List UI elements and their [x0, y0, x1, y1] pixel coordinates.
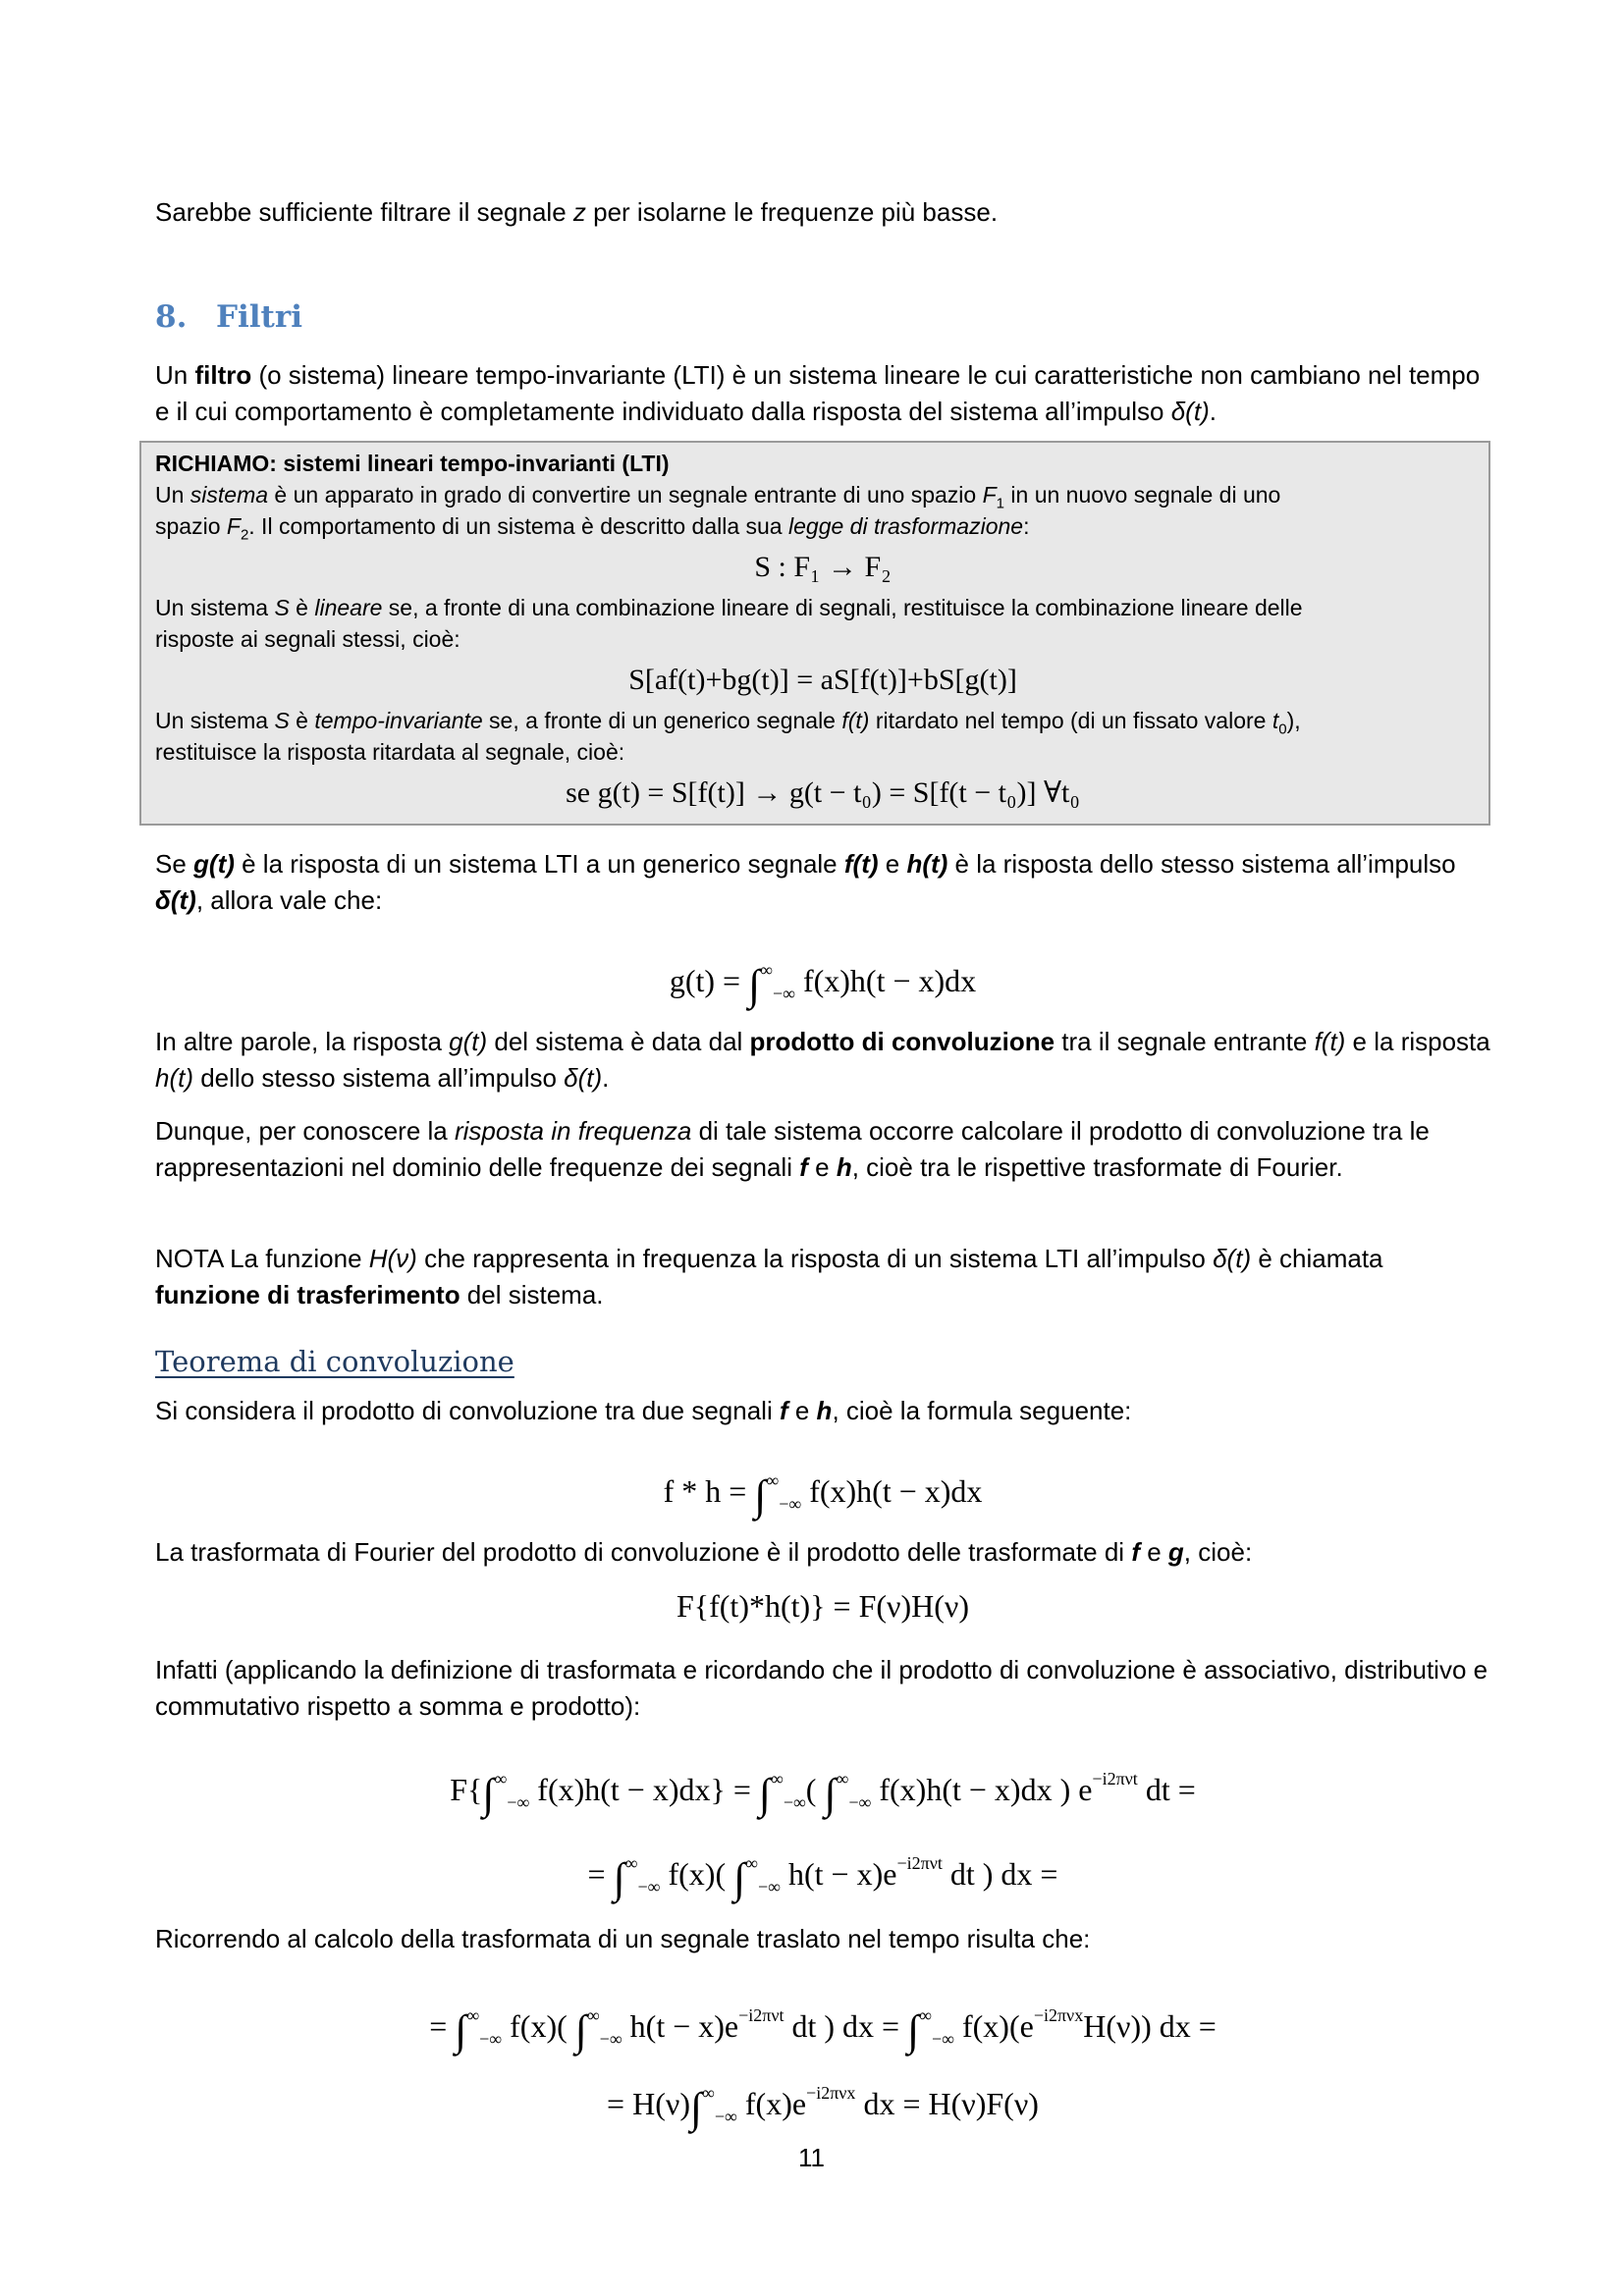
text: δ(t) — [564, 1063, 603, 1093]
text: −∞ — [479, 2029, 503, 2049]
equation-fourier-product: F{f(t)*h(t)} = F(ν)H(ν) — [676, 1588, 970, 1624]
equation-derivation-2 — [155, 1843, 1490, 1906]
text: f — [799, 1152, 808, 1182]
intro-text: Sarebbe sufficiente filtrare il segnale — [155, 197, 573, 227]
text: f(t) — [843, 849, 879, 879]
text: −i2πνt — [896, 1853, 943, 1873]
text: −i2πνx — [806, 2083, 856, 2103]
text: dello stesso sistema all’impulso — [193, 1063, 565, 1093]
text: Un sistema — [155, 595, 275, 620]
equation-linearity: S[af(t)+bg(t)] = aS[f(t)]+bS[g(t)] — [628, 664, 1017, 696]
text: −∞ — [637, 1877, 661, 1896]
words-paragraph — [155, 1024, 1490, 1096]
text: ∞ — [494, 1769, 508, 1789]
text: ∫ — [574, 2006, 587, 2055]
text: ∫ — [455, 2006, 467, 2055]
text: t — [1271, 708, 1279, 733]
text: è la risposta di un sistema LTI a un generico segnale — [234, 849, 844, 879]
text: h(t − x)e — [781, 1856, 897, 1892]
text: f(x)( — [660, 1856, 734, 1892]
text: S — [274, 708, 290, 733]
text: g — [1167, 1537, 1184, 1567]
text: ∞ — [624, 1853, 638, 1873]
text: −∞ — [714, 2107, 737, 2126]
text: f(x)h(t − x)dx ) e — [871, 1772, 1093, 1807]
text: Un — [155, 482, 190, 507]
text: δ(t) — [1213, 1244, 1252, 1273]
section-heading — [155, 299, 302, 335]
text: dt = — [1137, 1772, 1196, 1807]
text: sistema — [189, 482, 269, 507]
text: f — [1131, 1537, 1140, 1567]
recall-line-2 — [155, 510, 1481, 552]
intro-var-z: z — [572, 197, 586, 227]
text: e — [878, 849, 907, 879]
text: Si considera il prodotto di convoluzione tra due segnali — [155, 1396, 780, 1425]
text: , cioè tra le rispettive trasformate di Fourier. — [851, 1152, 1343, 1182]
text: = — [429, 2008, 456, 2044]
delta-t: δ(t) — [1170, 397, 1210, 426]
subsection-heading: Teorema di convoluzione — [155, 1345, 514, 1378]
equation-convolution-response — [155, 950, 1490, 1013]
text: In altre parole, la risposta — [155, 1027, 450, 1056]
text: F — [982, 482, 997, 507]
text: h(t) — [155, 1063, 193, 1093]
text: ∞ — [770, 1769, 784, 1789]
section-number: 8. — [155, 299, 188, 335]
text: h — [816, 1396, 833, 1425]
text: di tale sistema occorre calcolare il prodotto di convoluzione tra le rappresentazioni nel dominio delle frequenze dei segnali — [155, 1116, 1430, 1182]
text: La trasformata di Fourier del prodotto di convoluzione è il prodotto delle trasformate di — [155, 1537, 1132, 1567]
recall-line-4: risposte ai segnali stessi, cioè: — [155, 626, 460, 652]
text: Dunque, per conoscere la — [155, 1116, 455, 1146]
text: ∞ — [466, 2005, 480, 2025]
text: : — [1023, 513, 1030, 539]
text: ∞ — [586, 2005, 600, 2025]
recall-title: RICHIAMO: sistemi lineari tempo-invarianti (LTI) — [155, 451, 670, 476]
text: −i2πνt — [1092, 1769, 1138, 1789]
text: è un apparato in grado di convertire un segnale entrante di uno spazio — [268, 482, 983, 507]
text: e — [787, 1396, 817, 1425]
text: f(x)(e — [953, 2008, 1034, 2044]
text: NOTA La funzione — [155, 1244, 369, 1273]
text: ∞ — [919, 2005, 932, 2025]
text: ∫ — [482, 1770, 495, 1818]
text: F{ — [450, 1772, 483, 1807]
intro-text-end: per isolarne le frequenze più basse. — [585, 197, 999, 227]
filter-term: filtro — [194, 360, 252, 390]
text: 0 — [1278, 721, 1287, 738]
text: −∞ — [758, 1877, 781, 1896]
text: h(t − x)e — [622, 2008, 739, 2044]
text: f(x)e — [736, 2086, 807, 2121]
text: tempo-invariante — [314, 708, 483, 733]
equation-convolution-definition — [155, 1461, 1490, 1523]
text: del sistema è data dal — [487, 1027, 750, 1056]
text: è — [289, 595, 315, 620]
text: f — [779, 1396, 788, 1425]
recall-line-3 — [155, 592, 1481, 623]
text: = — [587, 1856, 614, 1892]
text: funzione di trasferimento — [155, 1280, 460, 1309]
text: spazio — [155, 513, 227, 539]
transform-paragraph — [155, 1534, 1490, 1571]
text: lineare — [314, 595, 383, 620]
text: se, a fronte di una combinazione lineare di segnali, restituisce la combinazione lineare delle — [382, 595, 1303, 620]
text: f(x)h(t − x)dx} = — [529, 1772, 759, 1807]
text: f(t) — [841, 708, 870, 733]
text: e — [807, 1152, 837, 1182]
text: ∫ — [907, 2006, 920, 2055]
text: risposta in frequenza — [454, 1116, 692, 1146]
section-title: Filtri — [216, 299, 302, 335]
text: F — [226, 513, 241, 539]
text: Un sistema — [155, 708, 275, 733]
text: h — [836, 1152, 852, 1182]
text: che rappresenta in frequenza la risposta di un sistema LTI all’impulso — [416, 1244, 1214, 1273]
shift-paragraph: Ricorrendo al calcolo della trasformata di un segnale traslato nel tempo risulta che: — [155, 1924, 1091, 1953]
text: −∞ — [779, 1494, 802, 1514]
intro-paragraph — [155, 194, 1490, 231]
text: δ(t) — [155, 885, 196, 915]
text: S — [274, 595, 290, 620]
text: ∫ — [758, 1770, 771, 1818]
text: è chiamata — [1251, 1244, 1383, 1273]
text: . Il comportamento di un sistema è descritto dalla sua — [248, 513, 788, 539]
text: in un nuovo segnale di uno — [1004, 482, 1281, 507]
text: ∫ — [754, 1471, 767, 1520]
equation-transformation-law: S : F₁ → F₂ — [754, 551, 892, 583]
lti-paragraph — [155, 846, 1490, 919]
text: . — [602, 1063, 610, 1093]
text: −∞ — [783, 1792, 806, 1812]
text: −∞ — [772, 984, 795, 1003]
text: −∞ — [599, 2029, 622, 2049]
text: f(t) — [1314, 1027, 1346, 1056]
text: f(x)( — [502, 2008, 575, 2044]
text: (o sistema) lineare tempo-invariante (LTI) è un sistema lineare le cui caratteristiche non cambiano nel tempo e il cui comportamento è completamente individuato dalla risposta del sistema all’impulso — [155, 360, 1481, 426]
text: Un — [155, 360, 195, 390]
text: dt ) dx = — [942, 1856, 1058, 1892]
text: ∞ — [702, 2083, 715, 2103]
text: ∞ — [745, 1853, 759, 1873]
text: . — [1209, 397, 1217, 426]
text: g(t) = — [669, 963, 749, 998]
text: è — [289, 708, 315, 733]
recall-line-6: restituisce la risposta ritardata al segnale, cioè: — [155, 739, 625, 765]
note-paragraph — [155, 1241, 1490, 1313]
consider-paragraph — [155, 1393, 1490, 1429]
text: ∞ — [836, 1769, 849, 1789]
text: f(x)h(t − x)dx — [794, 963, 977, 998]
text: h(t) — [906, 849, 948, 879]
text: = H(ν) — [607, 2086, 690, 2121]
text: Se — [155, 849, 194, 879]
text: e — [1139, 1537, 1168, 1567]
text: dt ) dx = — [784, 2008, 908, 2044]
indeed-paragraph: Infatti (applicando la definizione di trasformata e ricordando che il prodotto di convoluzione è associativo, distributivo e commutativo rispetto a somma e prodotto): — [155, 1655, 1488, 1721]
filter-definition-paragraph — [155, 357, 1490, 430]
text: −∞ — [932, 2029, 954, 2049]
equation-derivation-4 — [155, 2073, 1490, 2136]
equation-derivation-3 — [155, 1996, 1490, 2058]
text: f(x)h(t − x)dx — [801, 1473, 983, 1509]
text: dx = H(ν)F(ν) — [855, 2086, 1039, 2121]
text: −i2πνx — [1033, 2005, 1084, 2025]
text: è la risposta dello stesso sistema all’impulso — [947, 849, 1456, 879]
text: −∞ — [848, 1792, 872, 1812]
text: ∫ — [613, 1854, 625, 1902]
text: H(ν) — [368, 1244, 417, 1273]
text: , allora vale che: — [195, 885, 383, 915]
text: ∫ — [733, 1854, 746, 1902]
text: ∫ — [824, 1770, 837, 1818]
text: tra il segnale entrante — [1055, 1027, 1315, 1056]
text: ritardato nel tempo (di un fissato valore — [869, 708, 1272, 733]
equation-derivation-1 — [155, 1759, 1490, 1822]
text: −∞ — [507, 1792, 530, 1812]
frequency-paragraph — [155, 1113, 1490, 1186]
text: ∫ — [689, 2084, 703, 2132]
text: ∞ — [760, 960, 773, 980]
text: legge di trasformazione — [788, 513, 1024, 539]
text: del sistema. — [460, 1280, 604, 1309]
text: H(ν)) dx = — [1083, 2008, 1217, 2044]
page-number: 11 — [798, 2143, 825, 2172]
text: , cioè: — [1183, 1537, 1253, 1567]
text: ∫ — [748, 961, 761, 1009]
text: f * h = — [663, 1473, 755, 1509]
text: se, a fronte di un generico segnale — [482, 708, 842, 733]
text: ), — [1286, 708, 1301, 733]
text: −i2πνt — [738, 2005, 784, 2025]
text: g(t) — [449, 1027, 488, 1056]
text: 2 — [240, 526, 249, 544]
text: 1 — [996, 495, 1005, 512]
text: , cioè la formula seguente: — [832, 1396, 1132, 1425]
text: ∞ — [766, 1470, 780, 1490]
equation-time-invariance: se g(t) = S[f(t)] → g(t − t₀) = S[f(t − t₀)] ∀t₀ — [566, 776, 1080, 809]
text: prodotto di convoluzione — [749, 1027, 1055, 1056]
text: ( — [805, 1772, 825, 1807]
text: g(t) — [193, 849, 235, 879]
text: e la risposta — [1345, 1027, 1490, 1056]
